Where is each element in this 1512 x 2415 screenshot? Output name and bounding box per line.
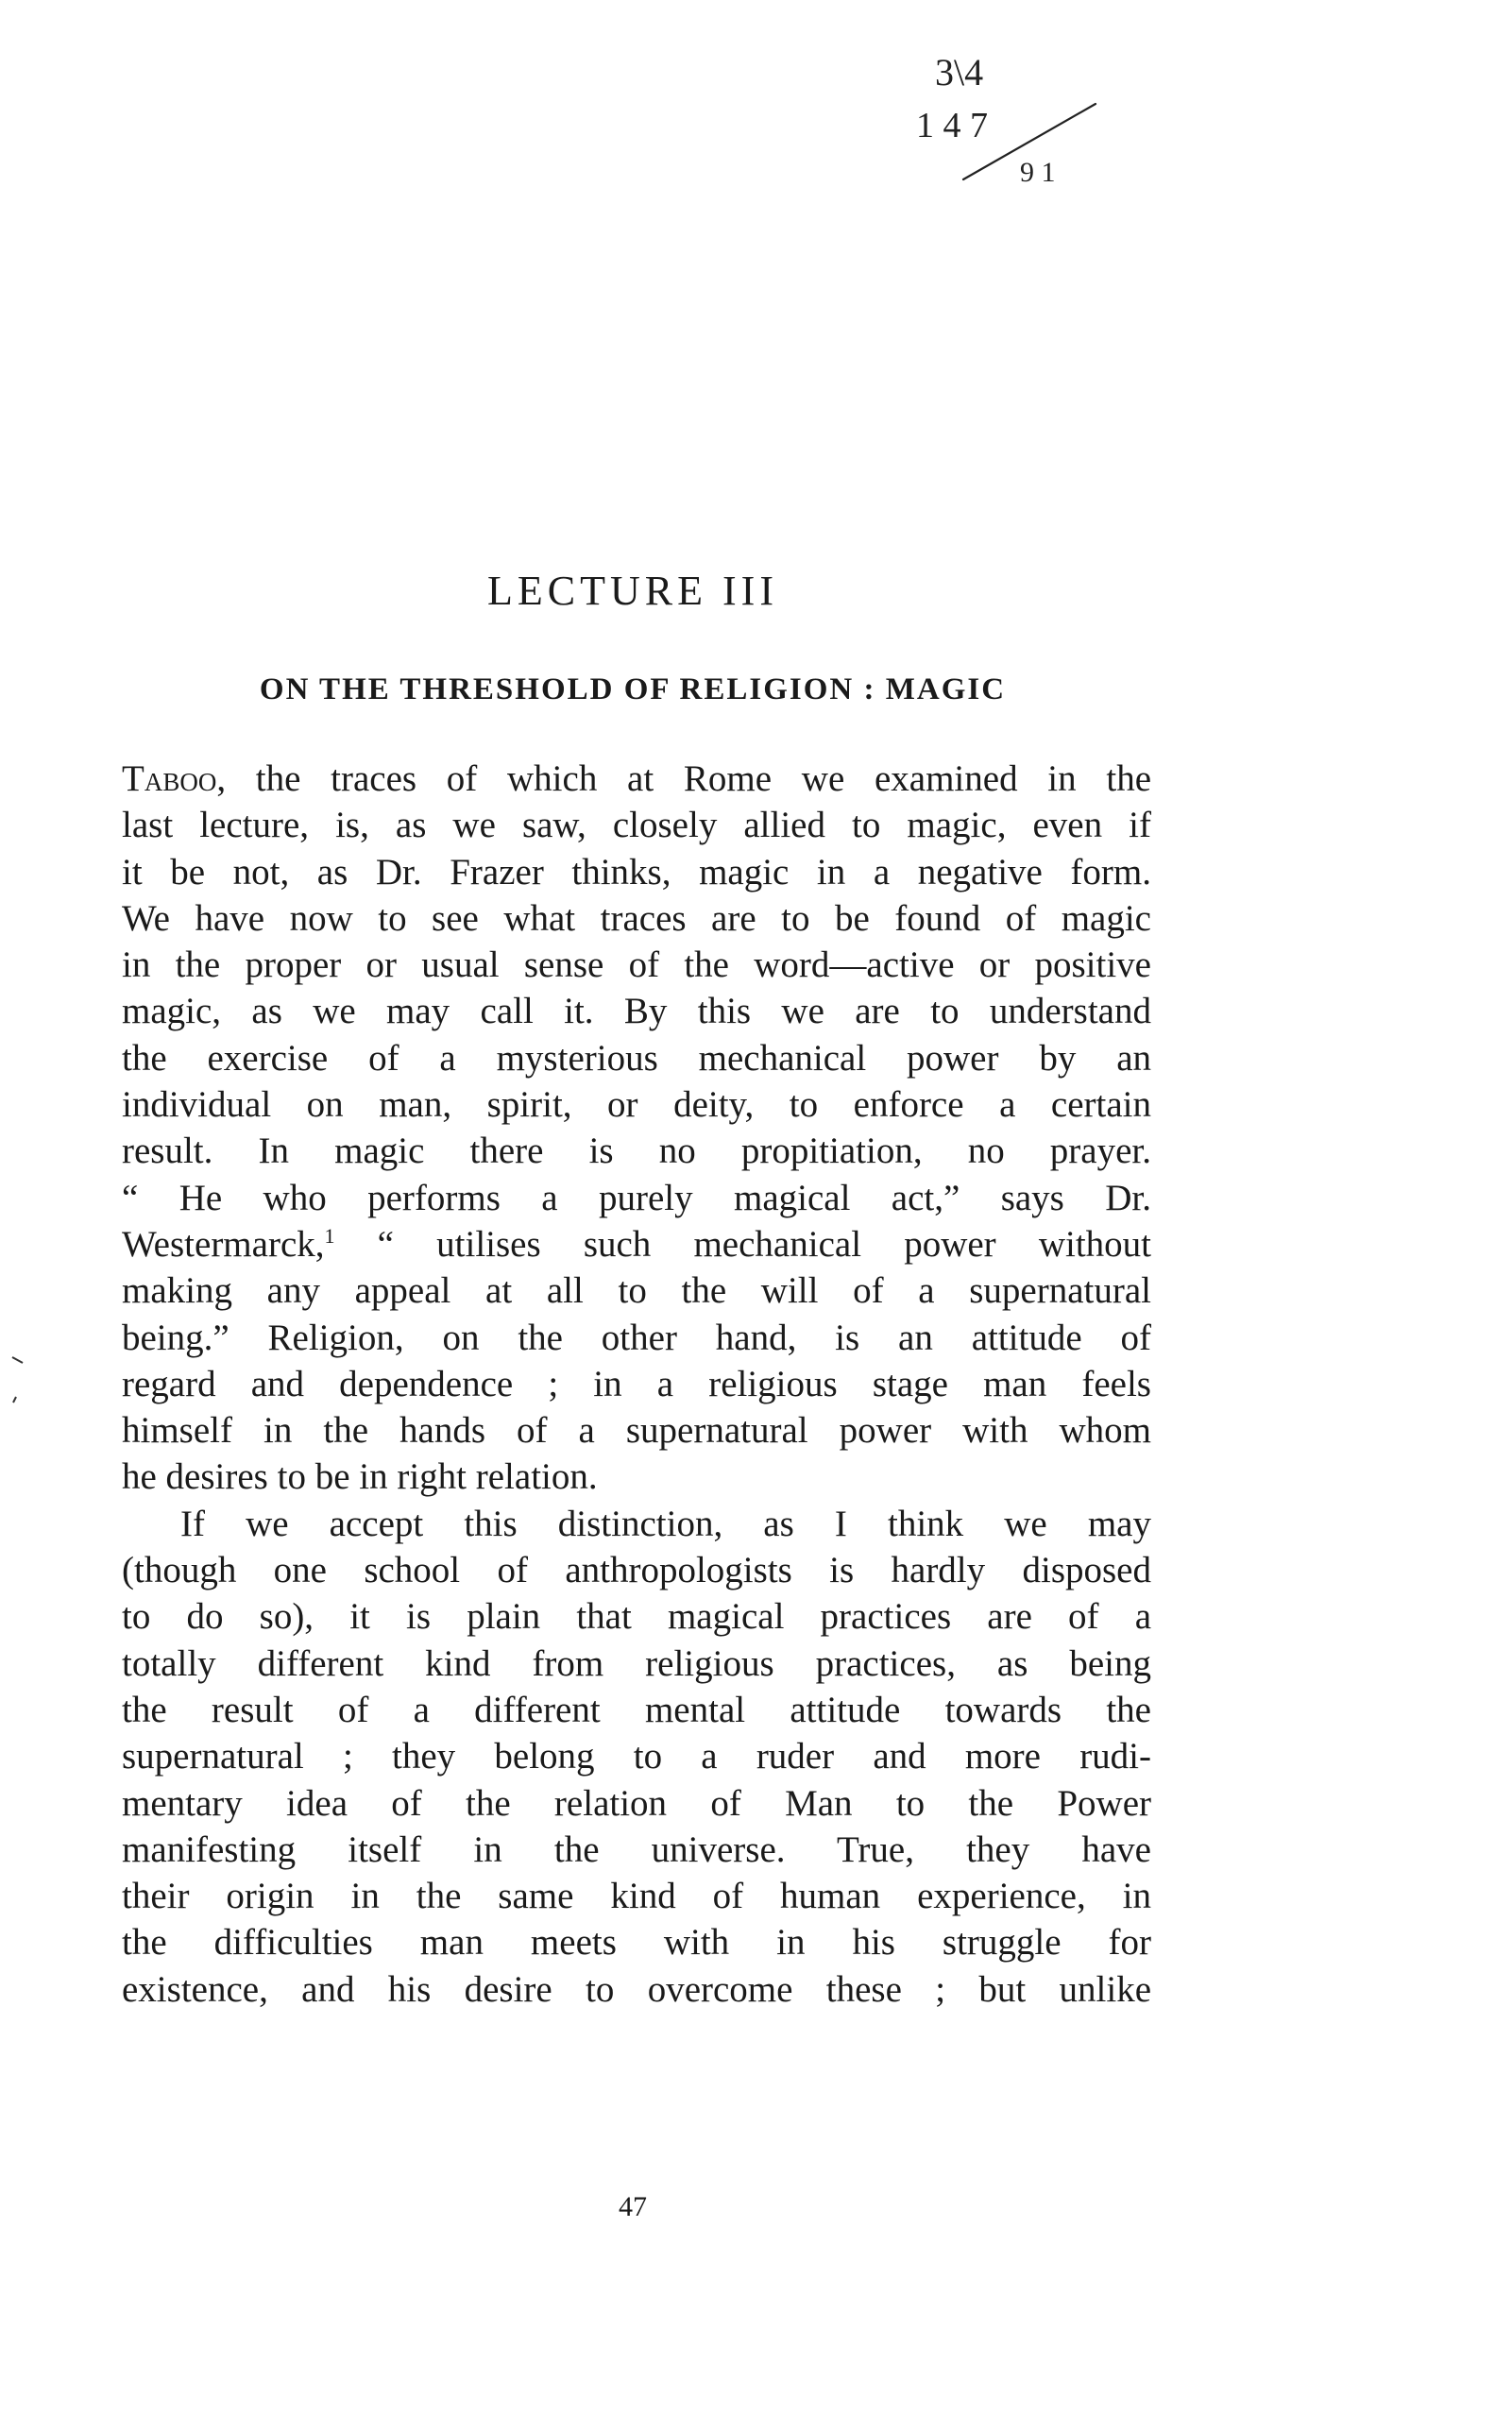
text-line: he desires to be in right relation.	[122, 1456, 598, 1498]
text-line: the difficulties man meets with in his struggle for	[122, 1922, 1151, 1964]
text-line: it be not, as Dr. Frazer thinks, magic in a negative form.	[122, 851, 1151, 893]
text-line: being.” Religion, on the other hand, is an attitude of	[122, 1317, 1151, 1358]
text-line: “ He who performs a purely magical act,” says Dr.	[122, 1177, 1151, 1218]
text-line: manifesting itself in the universe. True, they have	[122, 1828, 1151, 1870]
handwritten-note-line-1: 3\4	[935, 51, 984, 94]
paragraph-2	[122, 1501, 1151, 2013]
text-line: the result of a different mental attitude towards the	[122, 1689, 1151, 1730]
text-line: to do so), it is plain that magical practices are of a	[122, 1596, 1151, 1638]
text-line: their origin in the same kind of human experience, in	[122, 1876, 1151, 1917]
text-line: result. In magic there is no propitiation, no prayer.	[122, 1131, 1151, 1172]
margin-tick-mark	[11, 1356, 25, 1364]
text-line: (though one school of anthropologists is hardly disposed	[122, 1550, 1151, 1591]
text-line: mentary idea of the relation of Man to the Power	[122, 1782, 1151, 1824]
handwritten-note	[907, 38, 1133, 198]
text-line: in the proper or usual sense of the word—active or positive	[122, 944, 1151, 986]
page-number: 47	[619, 2191, 647, 2222]
text-line: totally different kind from religious practices, as being	[122, 1642, 1151, 1684]
text-line: himself in the hands of a supernatural power with whom	[122, 1410, 1151, 1452]
body-text	[122, 756, 1151, 2013]
margin-tick-mark	[9, 1396, 23, 1403]
text-line: individual on man, spirit, or deity, to enforce a certain	[122, 1084, 1151, 1126]
text-line: the exercise of a mysterious mechanical power by an	[122, 1037, 1151, 1079]
handwritten-note-line-2: 1 4 7	[916, 106, 988, 145]
chapter-subtitle: ON THE THRESHOLD OF RELIGION : MAGIC	[259, 672, 1007, 706]
lecture-title: LECTURE III	[487, 568, 778, 614]
text-line: magic, as we may call it. By this we are to understand	[122, 991, 1151, 1032]
text-line: supernatural ; they belong to a ruder and more rudi-	[122, 1736, 1151, 1777]
text-line: Westermarck,$^1$ “ utilises such mechanical power without	[122, 1223, 1151, 1265]
footnote-marker: 1	[324, 1223, 335, 1248]
paragraph-1	[122, 756, 1151, 1501]
text-line: If we accept this distinction, as I think we may	[180, 1503, 1151, 1544]
text-line: last lecture, is, as we saw, closely allied to magic, even if	[122, 805, 1151, 846]
text-line: making any appeal at all to the will of a supernatural	[122, 1270, 1151, 1312]
text-line: regard and dependence ; in a religious stage man feels	[122, 1363, 1151, 1404]
text-line: We have now to see what traces are to be found of magic	[122, 897, 1151, 939]
handwritten-note-line-3: 9 1	[1020, 157, 1056, 188]
lead-word: Taboo	[122, 758, 217, 799]
text-line: existence, and his desire to overcome these ; but unlike	[122, 1968, 1151, 2010]
text-line: Taboo, the traces of which at Rome we examined in the	[122, 758, 1151, 799]
